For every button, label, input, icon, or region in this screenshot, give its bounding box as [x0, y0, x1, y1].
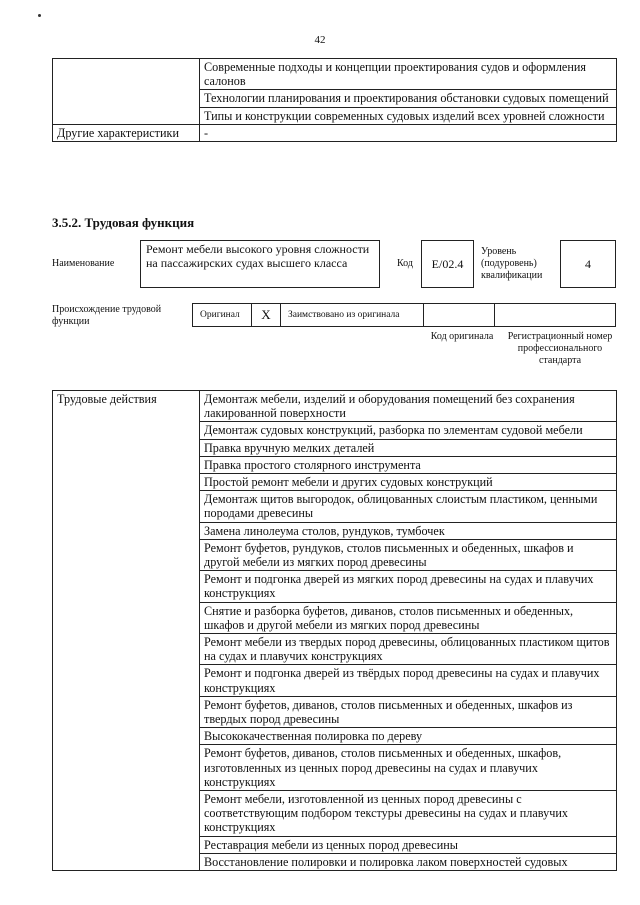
- code-original-cell: [423, 303, 495, 327]
- labor-action-item: Восстановление полировки и полировка лаком поверхностей судовых: [200, 853, 617, 870]
- labor-action-item: Ремонт буфетов, диванов, столов письменных и обеденных, шкафов из твердых пород древесины: [200, 696, 617, 727]
- section-title: 3.5.2. Трудовая функция: [52, 215, 195, 230]
- origin-row: [192, 303, 616, 327]
- labor-action-item: Ремонт и подгонка дверей из мягких пород древесины на судах и плавучих конструкциях: [200, 571, 617, 602]
- labor-action-item: Правка вручную мелких деталей: [200, 439, 617, 456]
- labor-action-item: Ремонт буфетов, диванов, столов письменных и обеденных, шкафов, изготовленных из ценных пород древесины на судах и плавучих конструкциях: [200, 745, 617, 791]
- qualification-level-box: 4: [560, 240, 616, 288]
- labor-actions-table: [52, 390, 617, 871]
- other-characteristics-value: -: [200, 124, 617, 141]
- labor-action-item: Реставрация мебели из ценных пород древесины: [200, 836, 617, 853]
- labor-action-item: Простой ремонт мебели и других судовых конструкций: [200, 474, 617, 491]
- original-label-cell: Оригинал: [192, 303, 252, 327]
- level-label: Уровень (подуровень) квалификации: [481, 246, 543, 281]
- labor-action-item: Ремонт мебели из твердых пород древесины, облицованных пластиком щитов на судах и плавучих конструкциях: [200, 634, 617, 665]
- labor-action-item: Замена линолеума столов, рундуков, тумбочек: [200, 522, 617, 539]
- labor-action-item: Высококачественная полировка по дереву: [200, 728, 617, 745]
- knowledge-label-cell: [53, 59, 200, 125]
- reg-number-label: Регистрационный номер профессионального стандарта: [507, 331, 613, 366]
- function-name-box: Ремонт мебели высокого уровня сложности на пассажирских судах высшего класса: [140, 240, 380, 288]
- name-label: Наименование: [52, 258, 115, 269]
- labor-actions-label: Трудовые действия: [53, 391, 200, 871]
- code-original-label: Код оригинала: [430, 331, 494, 342]
- knowledge-item: Типы и конструкции современных судовых изделий всех уровней сложности: [200, 107, 617, 124]
- labor-action-item: Ремонт и подгонка дверей из твёрдых пород древесины на судах и плавучих конструкциях: [200, 665, 617, 696]
- code-label: Код: [397, 258, 413, 269]
- origin-label: Происхождение трудовой функции: [52, 304, 162, 327]
- labor-action-item: Демонтаж судовых конструкций, разборка по элементам судовой мебели: [200, 422, 617, 439]
- scan-speck: [38, 14, 41, 17]
- labor-action-item: Демонтаж мебели, изделий и оборудования помещений без сохранения лакированной поверхности: [200, 391, 617, 422]
- page-number: 42: [314, 34, 326, 46]
- knowledge-table: [52, 58, 617, 142]
- original-mark-cell: X: [251, 303, 281, 327]
- function-code-box: E/02.4: [421, 240, 474, 288]
- knowledge-item: Современные подходы и концепции проектирования судов и оформления салонов: [200, 59, 617, 90]
- labor-action-item: Правка простого столярного инструмента: [200, 456, 617, 473]
- labor-action-item: Демонтаж щитов выгородок, облицованных слоистым пластиком, ценными породами древесины: [200, 491, 617, 522]
- labor-action-item: Снятие и разборка буфетов, диванов, столов письменных и обеденных, шкафов и другой мебели из мягких пород древесины: [200, 602, 617, 633]
- labor-action-item: Ремонт буфетов, рундуков, столов письменных и обеденных, шкафов и другой мебели из мягких пород древесины: [200, 539, 617, 570]
- other-characteristics-label: Другие характеристики: [53, 124, 200, 141]
- knowledge-item: Технологии планирования и проектирования обстановки судовых помещений: [200, 90, 617, 107]
- labor-action-item: Ремонт мебели, изготовленной из ценных пород древесины с соответствующим подбором текстуры древесины на судах и плавучих конструкциях: [200, 791, 617, 837]
- reg-number-cell: [494, 303, 616, 327]
- borrowed-label-cell: Заимствовано из оригинала: [280, 303, 424, 327]
